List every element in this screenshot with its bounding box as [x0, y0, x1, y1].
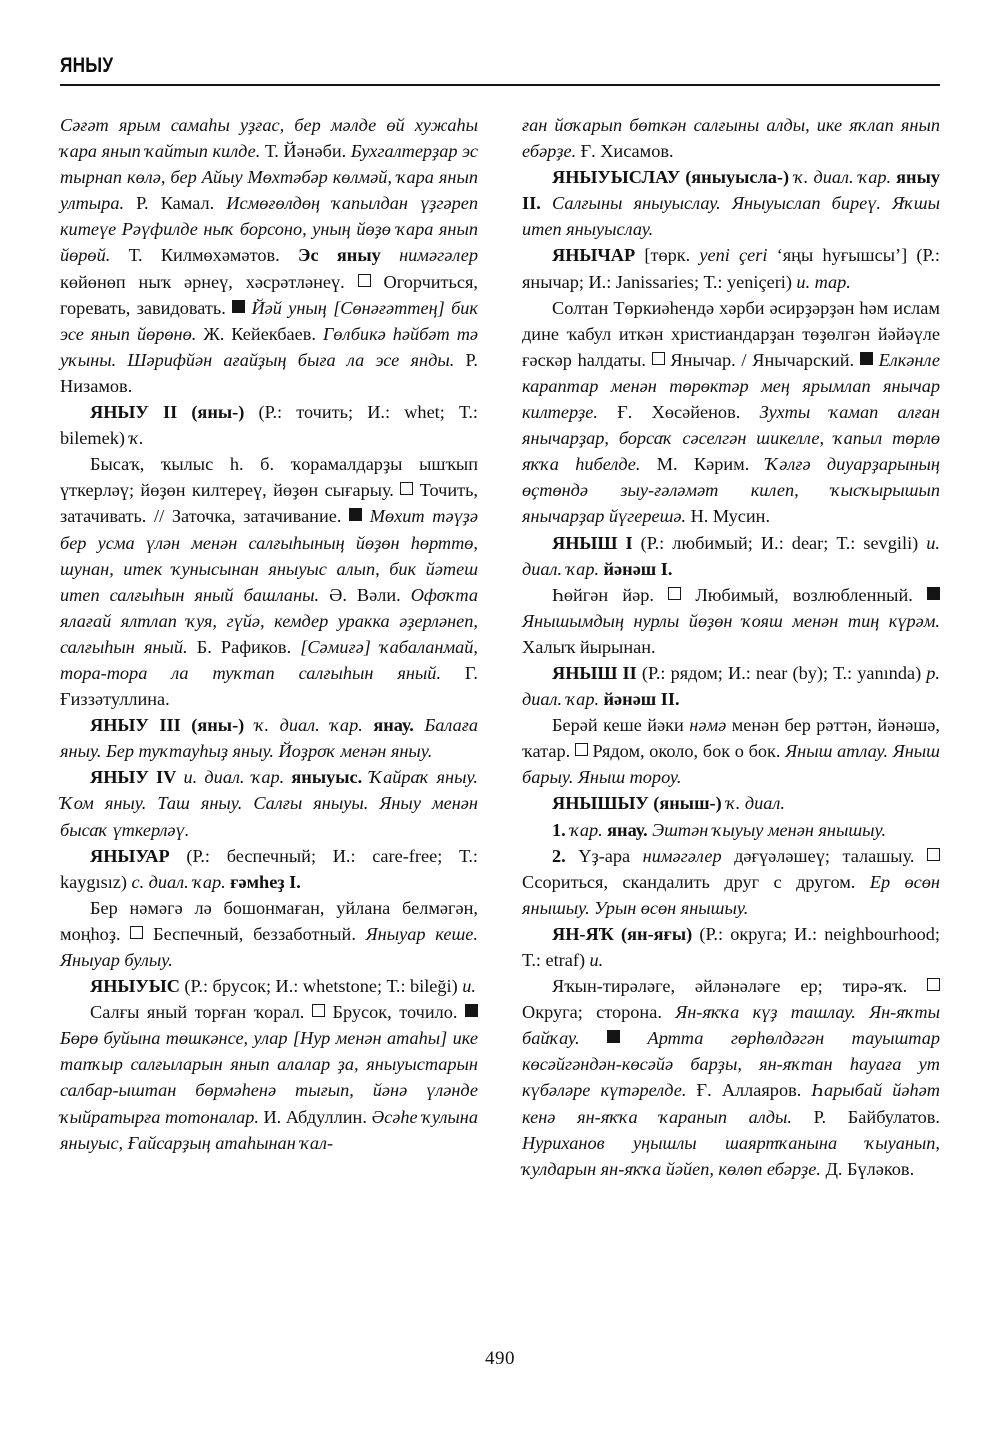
- example-text: Мөхит тәүҙә бер усма үлән менән салғыһының йөҙөн һөрттө, шунан, итек ҡунысынан яныуыс алып, бик йәтеш итеп салғыһын яный башланы.: [60, 506, 478, 605]
- definition-text: Яҡын-тирәләге, әйләнәләге ер; тирә-яҡ.: [552, 976, 927, 997]
- headword-text: ғәмһеҙ I.: [230, 871, 301, 892]
- definition-text: Үҙ-ара: [565, 845, 643, 866]
- definition-text: [төрк.: [635, 245, 700, 266]
- dictionary-entry: [60, 764, 478, 842]
- definition-text: Солтан Төркиәһендә хәрби әсирҙәрҙән һәм ислам дине ҡабул иткән христиандарҙан төҙөлгән йәйәүле ғәскәр һалдаты.: [522, 297, 940, 370]
- definition-text: менән бер рәттән, йәнәшә, ҡатар.: [522, 715, 940, 762]
- example-text: Әсәһе ҡулына яныуыс, Ғайсарҙың атаһынан ҡал-: [60, 1106, 478, 1153]
- dictionary-entry: [60, 973, 478, 999]
- text-columns: [60, 112, 940, 1182]
- example-text: Исмөғөлдөң ҡапылдан үҙгәреп китеүе Рәүфилде ныҡ борсоно, уның йөҙө ҡара янып йөрөй.: [60, 193, 478, 266]
- example-text: Бухгалтерҙар эс тырнап көлә, бер Айыу Мөхтәбәр көлмәй, ҡара янып ултыра.: [60, 141, 478, 214]
- definition-text: Ғ. Хисамов.: [576, 141, 674, 162]
- definition-text: (Р.: брусок; И.: whetstone; Т.: bileği): [179, 976, 463, 997]
- dictionary-entry: [60, 399, 478, 451]
- headword-text: ЯНЫЧАР: [552, 245, 636, 266]
- definition-text: [580, 1028, 607, 1048]
- headword-text: ЯНЫШЫУ (яныш-): [552, 793, 722, 814]
- definition-text: М. Кәрим.: [640, 454, 766, 475]
- definition-text: Точить, затачивать. // Заточка, затачивание.: [60, 480, 479, 527]
- dictionary-entry: [522, 921, 940, 973]
- headword-text: ЯНЫУ III (яны-): [90, 715, 245, 736]
- example-text: Ҡайраҡ яныу. Ҡом яныу. Таш яныу. Салғы яныуы. Яныу менән бысаҡ үткерләү.: [60, 767, 478, 840]
- example-text: Зухты ҡамап алған янычарҙар, борсаҡ сәселгән шикелле, ҡапыл төрлө яҡҡа һибелде.: [522, 402, 940, 475]
- definition-text: Д. Бүләков.: [820, 1158, 915, 1179]
- definition-text: Ссориться, скандалить друг с другом.: [522, 871, 870, 892]
- definition-text: Рядом, около, бок о бок.: [587, 741, 786, 762]
- definition-text: Халыҡ йырынан.: [522, 636, 656, 657]
- example-text: Яныш атлау. Яныш барыу. Яныш тороу.: [522, 741, 940, 788]
- definition-text: Ж. Кейекбаев.: [196, 323, 323, 344]
- definition-text: Ә. Вәли.: [319, 584, 411, 605]
- filled-square-marker: [349, 508, 362, 521]
- example-text: р. диал. ҡар.: [522, 662, 940, 710]
- example-text: Артта гөрһөлдәгән тауыштар көсәйгәндән-көсәйә барҙы, ян-яҡтан һауаға ут күбәләре күтәрелде.: [522, 1028, 940, 1101]
- example-text: с. диал. ҡар.: [131, 871, 231, 892]
- entry-definition: [522, 973, 940, 1182]
- definition-text: Т. Йәнәби.: [260, 141, 351, 162]
- open-square-marker: [358, 274, 371, 287]
- entry-definition: [522, 712, 940, 790]
- example-text: Эштән ҡыуыу менән янышыу.: [647, 819, 887, 840]
- headword-text: ЯНЫШ II: [552, 662, 637, 683]
- example-text: ҡ. диал. ҡар.: [789, 167, 897, 188]
- entry-continuation: [522, 112, 940, 164]
- headword-text: ЯНЫУЫС: [90, 976, 180, 997]
- example-text: Балаға яныу. Бер туҡтауһыҙ яныу. Йоҙроҡ менән яныу.: [60, 715, 478, 762]
- entry-definition: [522, 582, 940, 660]
- example-text: Яныуар кеше. Яныуар булыу.: [60, 923, 478, 970]
- headword-text: йәнәш I.: [603, 558, 673, 579]
- filled-square-marker: [860, 352, 873, 365]
- definition-text: Бер нәмәгә лә бошонмаған, уйлана белмәгән, моңһоҙ.: [60, 897, 478, 944]
- headword-text: яныу: [896, 167, 941, 188]
- open-square-marker: [927, 848, 940, 861]
- example-text: Ян-яҡҡа күҙ ташлау. Ян-яҡты байҡау.: [522, 1002, 940, 1049]
- definition-text: көйөнөп ныҡ әрнеү, хәсрәтләнеү.: [60, 271, 358, 292]
- headword-text: ЯНЫШ I: [552, 532, 633, 553]
- headword-text: ЯНЫУАР: [90, 845, 170, 866]
- definition-text: Р. Байбулатов.: [791, 1106, 940, 1127]
- definition-text: Беспечный, беззаботный.: [143, 923, 366, 944]
- filled-square-marker: [607, 1030, 620, 1043]
- headword-text: ЯН-ЯҠ (ян-яғы): [552, 923, 693, 944]
- example-text: и. диал. ҡар.: [522, 532, 940, 579]
- header-divider: [60, 84, 940, 86]
- example-text: Сәғәт ярым самаһы уҙғас, бер мәлде өй хужаһы ҡара янып ҡайтып килде.: [60, 115, 478, 162]
- entry-definition: [60, 895, 478, 973]
- definition-text: Янычар. / Янычарский.: [664, 349, 860, 370]
- definition-text: Бысаҡ, ҡылыс һ. б. ҡорамалдарҙы ышҡып үткерләү; йөҙөн килтереү, йөҙөн сығарыу.: [60, 454, 478, 501]
- example-text: ҡар.: [565, 819, 603, 840]
- example-text: и.: [589, 950, 604, 970]
- definition-text: Брусок, точило.: [324, 1002, 465, 1023]
- page-number: 490: [485, 1348, 515, 1369]
- example-text: Ер өсөн янышыу. Урын өсөн янышыу.: [522, 871, 941, 918]
- example-text: [Сәмиғә] ҡабаланмай, тора-тора ла туҡтап салғыһын яный.: [60, 636, 478, 683]
- example-text: ҡ.: [129, 428, 144, 449]
- example-text: нәмә: [689, 715, 727, 736]
- example-text: нимәгәлер: [380, 245, 479, 266]
- headword-text: йәнәш II.: [603, 689, 680, 710]
- example-text: и.: [462, 976, 476, 997]
- definition-text: (Р.: беспечный; И.: care-free; Т.: kaygısız): [60, 845, 478, 892]
- headword-text: ЯНЫУ II (яны-): [90, 402, 245, 423]
- dictionary-entry: [522, 164, 940, 242]
- definition-text: (Р.: округа; И.: neighbourhood; Т.: etraf): [522, 923, 941, 970]
- headword-text: яныуыс.: [291, 767, 363, 788]
- entry-definition: [60, 451, 478, 712]
- example-text: Ҡәлғә диуарҙарының өҫтөндә зыу-ғәләмәт килеп, ҡысҡырышып янычарҙар йүгерешә.: [522, 454, 941, 527]
- example-text: ҡ. диал.: [721, 793, 785, 814]
- open-square-marker: [130, 926, 143, 939]
- headword-text: II.: [522, 193, 541, 214]
- definition-text: (Р.: любимый; И.: dear; Т.: sevgili): [632, 532, 927, 553]
- entry-definition: [60, 999, 478, 1156]
- page-header: [60, 55, 940, 86]
- dictionary-entry: [60, 843, 478, 895]
- open-square-marker: [668, 587, 681, 600]
- definition-text: Б. Рафиков.: [187, 636, 301, 657]
- definition-text: дәғүәләшеү; талашыу.: [721, 845, 927, 866]
- example-text: Йәй уның [Сөнәғәттең] бик эсе янып йөрөнө.: [60, 297, 478, 344]
- example-text: ҡ. диал. ҡар.: [244, 715, 374, 736]
- definition-text: Ғ. Аллаяров.: [686, 1080, 812, 1101]
- open-square-marker: [575, 743, 588, 756]
- example-text: Гөлбикә һәйбәт тә уҡыны. Шәрифйән ағайҙың быға ла эсе янды.: [60, 323, 479, 370]
- example-text: Һарыбай йәһәт кенә ян-яҡҡа ҡаранып алды.: [522, 1080, 940, 1127]
- definition-text: Округа; сторона.: [522, 1002, 676, 1023]
- entry-definition: [522, 843, 940, 921]
- filled-square-marker: [927, 587, 940, 600]
- definition-text: Салғы яный торған ҡорал.: [90, 1002, 312, 1023]
- headword-text: янау.: [373, 715, 414, 736]
- definition-text: Р. Низамов.: [60, 349, 478, 396]
- example-text: yeni çeri: [699, 245, 768, 266]
- example-text: Янышымдың нурлы йөҙөн ҡояш менән тиң күрәм.: [522, 610, 940, 631]
- running-head: ЯНЫУ: [60, 54, 114, 77]
- definition-text: Т. Килмөхәмәтов.: [110, 245, 299, 266]
- headword-text: ЯНЫУ IV: [90, 767, 177, 788]
- filled-square-marker: [232, 300, 245, 313]
- entry-definition: [522, 817, 940, 843]
- example-text: и. диал. ҡар.: [176, 767, 292, 788]
- entry-continuation: [60, 112, 478, 399]
- dictionary-entry: [60, 712, 478, 764]
- example-text: Офоҡта ялағай ялтлап ҡуя, гүйә, кемдер уракка әҙерләнеп, салғыһын яный.: [60, 584, 478, 657]
- entry-definition: [522, 295, 940, 530]
- example-text: Бөрө буйына төшкәнсе, улар [Нур менән атаһы] ике тапҡыр салғыларын янып алалар ҙа, яныуыстарын салбар-ыштан бөрмәһенә тығып, йәнә үләнде ҡыйратырға тотоналар.: [60, 1028, 478, 1127]
- headword-text: янау.: [607, 819, 648, 840]
- dictionary-entry: [522, 660, 940, 712]
- definition-text: Н. Мусин.: [686, 506, 771, 527]
- open-square-marker: [312, 1004, 325, 1017]
- definition-text: (Р.: рядом; И.: near (by); Т.: yanında): [636, 662, 927, 683]
- definition-text: Берәй кеше йәки: [552, 715, 690, 736]
- example-text: нимәгәлер: [642, 845, 722, 866]
- headword-text: 2.: [552, 845, 566, 866]
- headword-text: ЯНЫУЫСЛАУ (яныуысла-): [552, 167, 790, 188]
- right-column: [522, 112, 940, 1182]
- example-text: Елкәнле караптар менән төрөктәр мең ярымлап янычар килтерҙе.: [522, 349, 940, 423]
- definition-text: И. Абдуллин.: [258, 1106, 372, 1127]
- headword-text: Эс яныу: [298, 245, 381, 266]
- filled-square-marker: [465, 1004, 478, 1017]
- left-column: [60, 112, 478, 1182]
- open-square-marker: [652, 352, 665, 365]
- dictionary-entry: [522, 242, 940, 294]
- example-text: Салғыны яныуыслау. Яныуыслап биреү. Яҡшы итеп яныуыслау.: [522, 193, 940, 240]
- definition-text: ‘яңы һуғышсы’] (Р.: янычар; И.: Janissaries; Т.: yeniçeri): [522, 245, 940, 292]
- definition-text: Р. Камал.: [124, 193, 227, 214]
- headword-text: 1.: [552, 819, 566, 840]
- dictionary-entry: [522, 530, 940, 582]
- definition-text: Г. Ғиззәтуллина.: [60, 662, 478, 710]
- open-square-marker: [400, 482, 413, 495]
- definition-text: Огорчиться, горевать, завидовать.: [60, 271, 478, 318]
- definition-text: Һөйгән йәр.: [552, 584, 669, 605]
- dictionary-entry: [522, 790, 940, 816]
- open-square-marker: [927, 978, 940, 991]
- definition-text: Ғ. Хөсәйенов.: [597, 402, 760, 423]
- definition-text: Любимый, возлюбленный.: [681, 584, 927, 605]
- definition-text: (Р.: точить; И.: whet; Т.: bilemek): [60, 402, 478, 449]
- example-text: ған йоҡарып бөткән салғыны алды, ике яҡлап янып ебәрҙе.: [522, 115, 940, 162]
- example-text: Нуриханов уңышлы шаяртҡанына ҡыуанып, ҡулдарын ян-яҡҡа йәйеп, көлөп ебәрҙе.: [522, 1132, 940, 1179]
- example-text: и. тар.: [796, 271, 851, 292]
